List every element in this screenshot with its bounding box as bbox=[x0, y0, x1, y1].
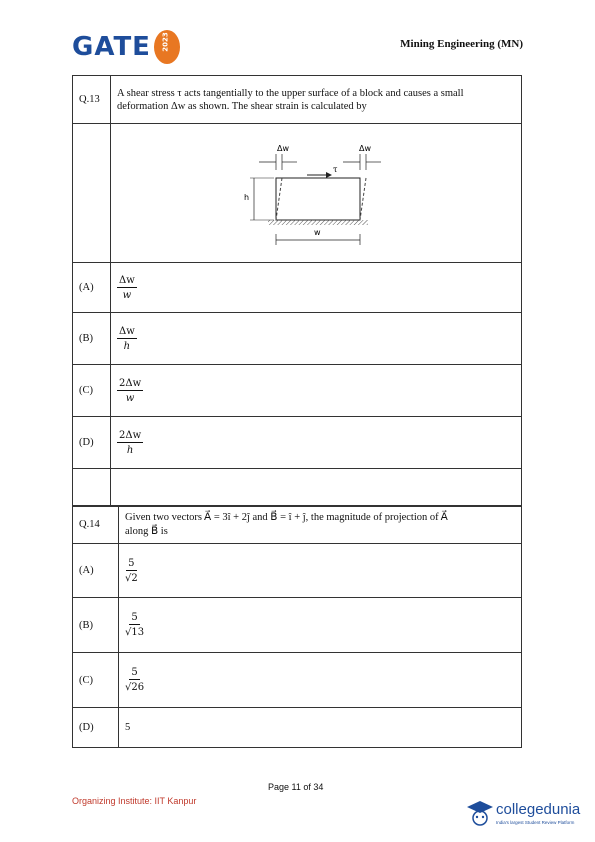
q14-option-d bbox=[73, 708, 522, 748]
q14-text-line2: along B⃗ is bbox=[125, 525, 168, 537]
dw-right-label: Δw bbox=[359, 144, 372, 153]
q13-option-a bbox=[73, 263, 522, 313]
q14-option-b bbox=[73, 598, 522, 653]
option-value: 5 bbox=[119, 708, 522, 748]
deformed-left-edge bbox=[276, 178, 282, 220]
shear-block-figure bbox=[111, 124, 521, 262]
q13-figure-row bbox=[73, 124, 522, 263]
q14-option-a bbox=[73, 544, 522, 598]
question-13-table bbox=[72, 75, 522, 507]
paper-title: Mining Engineering (MN) bbox=[400, 38, 523, 50]
option-label: (C) bbox=[73, 653, 119, 708]
h-label: h bbox=[244, 193, 250, 202]
deformed-right-edge bbox=[360, 178, 366, 220]
option-label: (B) bbox=[73, 313, 111, 365]
option-label: (C) bbox=[73, 365, 111, 417]
collegedunia-tagline: India's largest Student Review Platform bbox=[496, 820, 575, 825]
q13-text: A shear stress τ acts tangentially to the upper surface of a block and causes a small deformation Δw as shown. The shear strain is calculated by bbox=[111, 76, 522, 124]
gate-logo-text: GATE bbox=[72, 32, 151, 62]
dw-left-label: Δw bbox=[277, 144, 290, 153]
page-number: Page 11 of 34 bbox=[268, 782, 324, 792]
q13-option-b bbox=[73, 313, 522, 365]
option-fraction: $\frac{5}{√2}$ bbox=[125, 557, 138, 584]
q13-option-d bbox=[73, 417, 522, 469]
option-fraction: $\frac{2\Delta w}{h}$ bbox=[119, 429, 142, 456]
q14-text-line1: Given two vectors A⃗ = 3î + 2ĵ and B⃗ = î + ĵ, the magnitude of projection of A⃗ bbox=[125, 511, 448, 523]
q13-option-c bbox=[73, 365, 522, 417]
option-label: (A) bbox=[73, 263, 111, 313]
q14-row bbox=[73, 506, 522, 544]
gate-logo-year: 2023 bbox=[161, 32, 170, 52]
option-label: (B) bbox=[73, 598, 119, 653]
graduate-icon bbox=[466, 798, 494, 828]
separator-row bbox=[73, 469, 522, 507]
option-label: (D) bbox=[73, 417, 111, 469]
collegedunia-name: collegedunia bbox=[496, 801, 581, 818]
option-fraction: $\frac{5}{√13}$ bbox=[125, 612, 145, 638]
q14-number: Q.14 bbox=[73, 506, 119, 544]
q13-figure-cell bbox=[111, 124, 522, 263]
tau-label: τ bbox=[333, 165, 338, 174]
option-fraction: $\frac{5}{√26}$ bbox=[125, 667, 145, 693]
q13-row bbox=[73, 76, 522, 124]
option-fraction: $\frac{\Delta w}{w}$ bbox=[119, 274, 135, 301]
ground-hatch bbox=[268, 220, 368, 225]
q13-number: Q.13 bbox=[73, 76, 111, 124]
q14-option-c bbox=[73, 653, 522, 708]
question-14-table bbox=[72, 505, 522, 748]
w-label: w bbox=[314, 228, 321, 237]
gate-logo bbox=[72, 30, 182, 70]
option-fraction: $\frac{\Delta w}{h}$ bbox=[119, 325, 135, 352]
option-label: (D) bbox=[73, 708, 119, 748]
option-label: (A) bbox=[73, 544, 119, 598]
option-fraction: $\frac{2\Delta w}{w}$ bbox=[119, 377, 142, 404]
block-outline bbox=[276, 178, 360, 220]
organizer-text: Organizing Institute: IIT Kanpur bbox=[72, 796, 197, 806]
